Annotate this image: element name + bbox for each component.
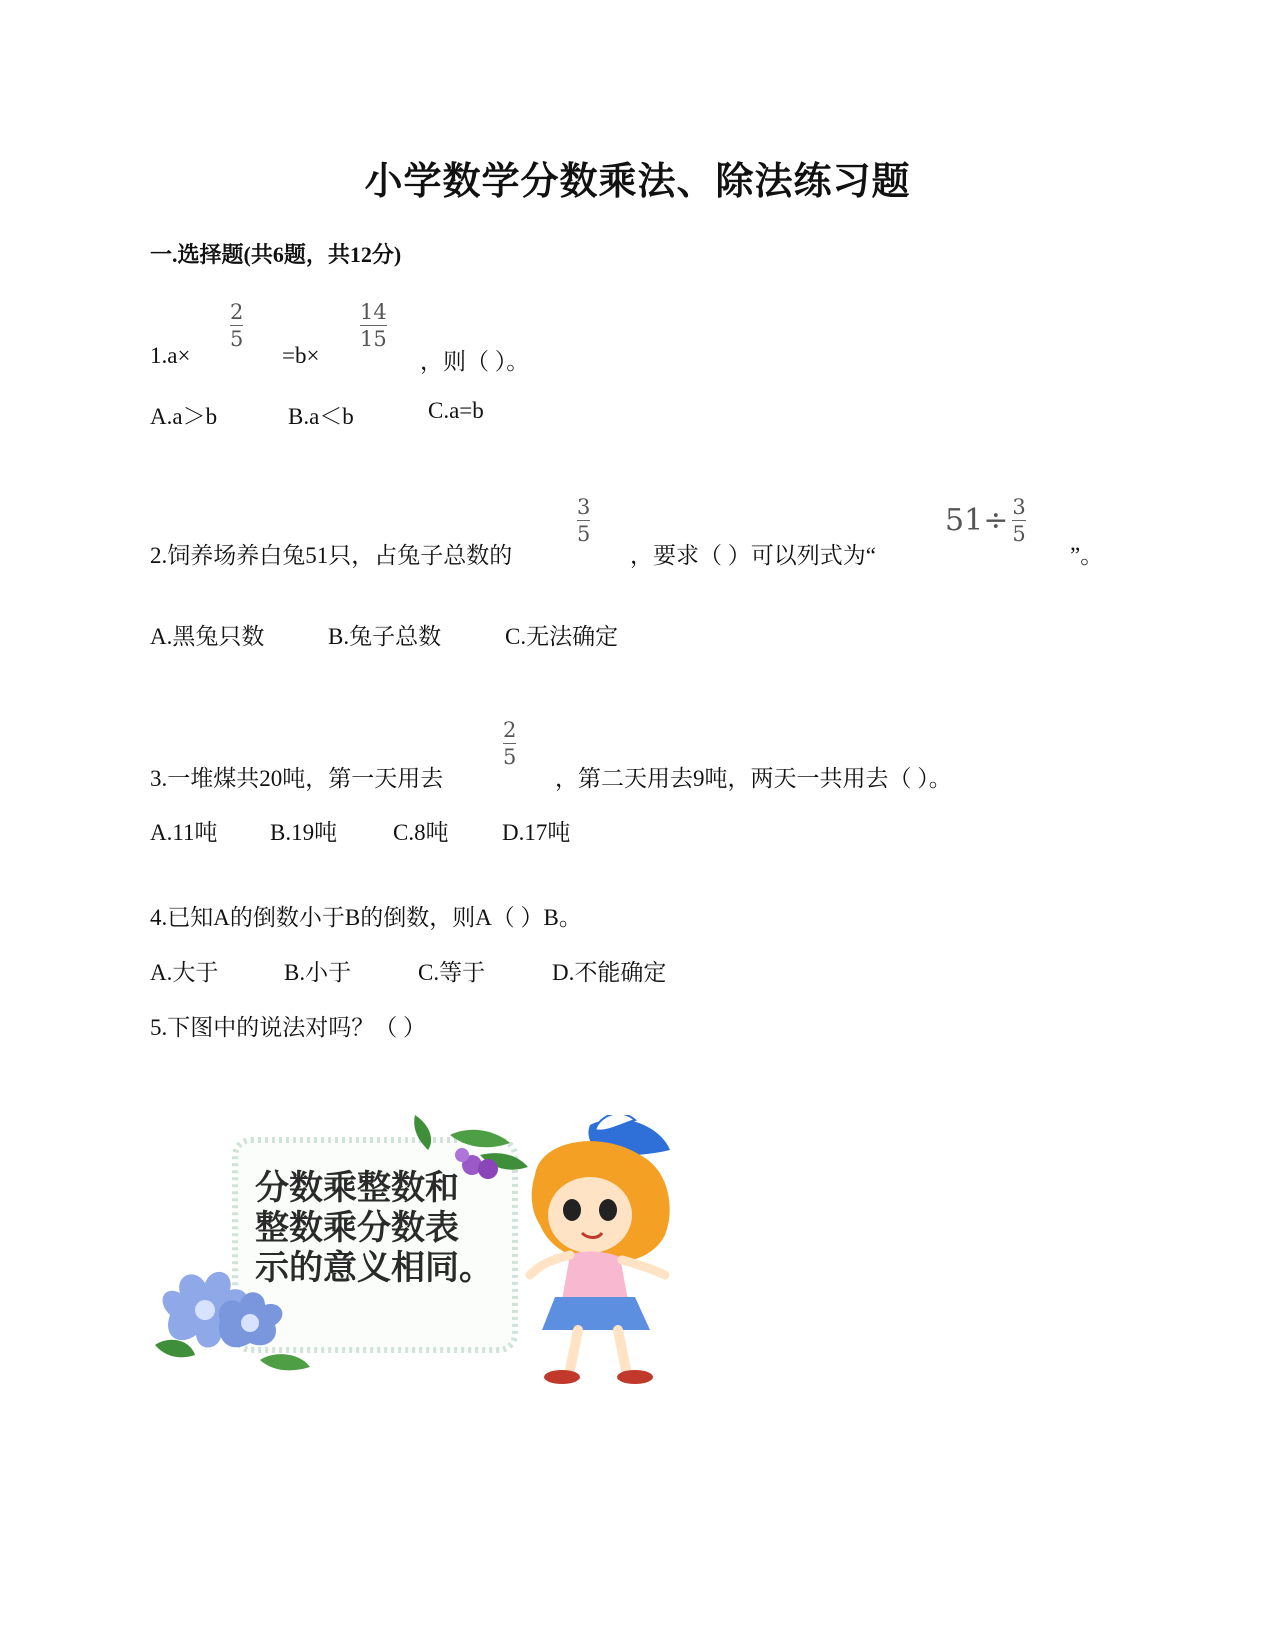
section-heading: 一.选择题(共6题，共12分) xyxy=(150,242,402,267)
fraction-denominator: 15 xyxy=(360,327,387,351)
expression-fraction xyxy=(1012,495,1025,546)
cartoon-girl-icon xyxy=(530,1115,670,1384)
fraction-bar xyxy=(360,325,387,326)
expression-whole: 51 xyxy=(945,503,984,538)
q1-option-b: B.a＜b xyxy=(288,404,354,429)
q4-option-c: C.等于 xyxy=(418,960,486,985)
fraction-numerator: 2 xyxy=(230,300,244,324)
q3-option-a: A.11吨 xyxy=(150,820,218,845)
q2-text-2: ，要求（ ）可以列式为“ xyxy=(630,543,876,568)
q2-expression xyxy=(945,495,1026,546)
q3-text-1: 3.一堆煤共20吨，第一天用去 xyxy=(150,766,444,791)
fraction-denominator: 5 xyxy=(503,745,517,769)
q3-option-c: C.8吨 xyxy=(393,820,449,845)
q5-text: 5.下图中的说法对吗？（ ） xyxy=(150,1015,426,1040)
fraction-bar xyxy=(1012,520,1025,521)
q3-fraction xyxy=(503,718,516,769)
q5-illustration xyxy=(150,1115,750,1415)
fraction-bar xyxy=(577,520,590,521)
q3-option-d: D.17吨 xyxy=(502,820,571,845)
q2-text-3: ”。 xyxy=(1070,543,1104,568)
q1-number: 1. xyxy=(150,343,168,368)
fraction-numerator: 3 xyxy=(1012,495,1026,519)
q2-option-c: C.无法确定 xyxy=(505,624,619,649)
q1-prefix xyxy=(150,343,190,369)
q4-option-a: A.大于 xyxy=(150,960,219,985)
fraction-denominator: 5 xyxy=(1012,522,1026,546)
fraction-numerator: 2 xyxy=(503,718,517,742)
q2-text-1: 2.饲养场养白兔51只，占兔子总数的 xyxy=(150,543,513,568)
q3-option-b: B.19吨 xyxy=(270,820,338,845)
q2-option-a: A.黑兔只数 xyxy=(150,624,265,649)
q4-option-d: D.不能确定 xyxy=(552,960,667,985)
fraction-numerator: 14 xyxy=(360,300,387,324)
q1-eq-b-times: =b× xyxy=(282,343,320,368)
q1-tail: ，则（ ）。 xyxy=(420,349,530,374)
q1-fraction-1 xyxy=(230,300,243,351)
fraction-bar xyxy=(230,325,243,326)
note-line-2: 整数乘分数表 xyxy=(255,1208,459,1248)
division-sign: ÷ xyxy=(983,503,1009,538)
q1-fraction-2 xyxy=(360,300,387,351)
q1-option-c: C.a=b xyxy=(428,398,484,423)
fraction-bar xyxy=(503,743,516,744)
note-line-1: 分数乘整数和 xyxy=(255,1168,459,1208)
fraction-numerator: 3 xyxy=(577,495,591,519)
page-title: 小学数学分数乘法、除法练习题 xyxy=(364,161,911,203)
q3-text-2: ，第二天用去9吨，两天一共用去（ ）。 xyxy=(555,766,952,791)
q1-a-times: a× xyxy=(167,343,191,368)
q1-option-a: A.a＞b xyxy=(150,404,218,429)
note-line-3: 示的意义相同。 xyxy=(255,1248,493,1288)
q4-option-b: B.小于 xyxy=(284,960,352,985)
q4-text: 4.已知A的倒数小于B的倒数，则A（ ）B。 xyxy=(150,905,582,930)
q2-fraction xyxy=(577,495,590,546)
fraction-denominator: 5 xyxy=(577,522,591,546)
fraction-denominator: 5 xyxy=(230,327,244,351)
q2-option-b: B.兔子总数 xyxy=(328,624,442,649)
